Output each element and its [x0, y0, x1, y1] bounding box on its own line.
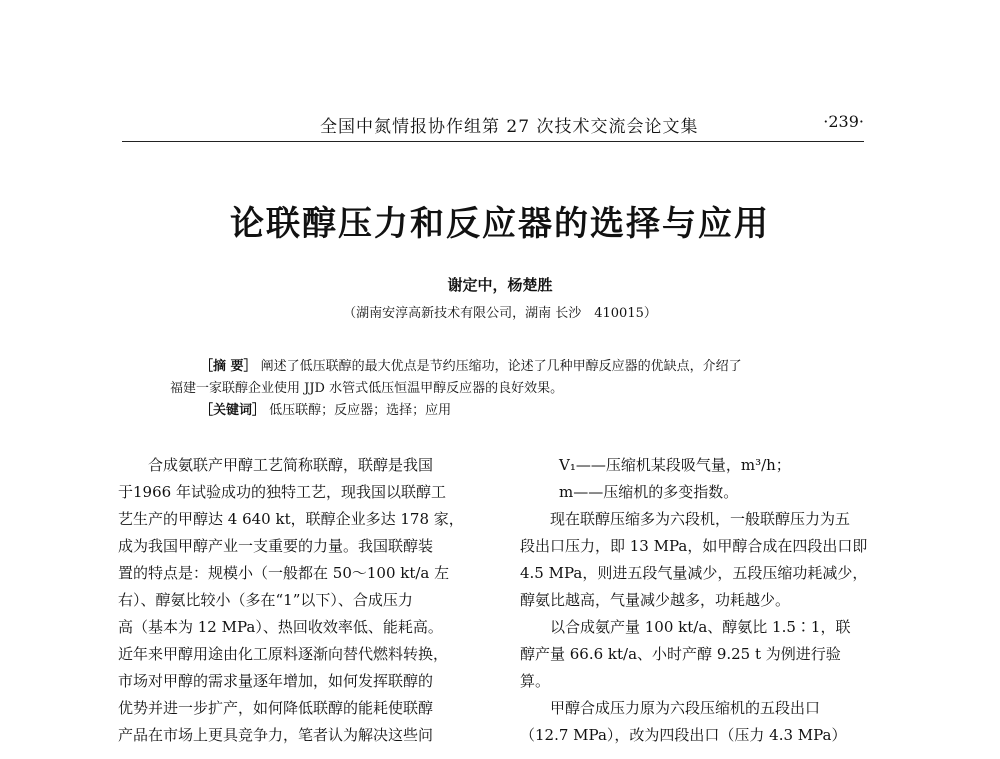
- body-line: 优势并进一步扩产，如何降低联醇的能耗使联醇: [118, 699, 434, 717]
- body-line: 高（基本为 12 MPa）、热回收效率低、能耗高。: [118, 618, 443, 636]
- body-line: 现在联醇压缩多为六段机，一般联醇压力为五: [550, 510, 851, 528]
- journal-title: 全国中氮情报协作组第 27 次技术交流会论文集: [320, 117, 699, 137]
- body-column-right: [520, 452, 898, 749]
- body-line: 醇氨比越高，气量减少越多，功耗越少。: [520, 591, 791, 609]
- header-rule: [122, 141, 864, 142]
- body-line: 合成氨联产甲醇工艺简称联醇，联醇是我国: [148, 456, 434, 474]
- body-line: 算。: [520, 672, 551, 690]
- body-line: 以合成氨产量 100 kt/a、醇氨比 1.5∶1，联: [550, 618, 851, 636]
- body-line: （12.7 MPa），改为四段出口（压力 4.3 MPa）: [520, 726, 847, 744]
- body-line: 艺生产的甲醇达 4 640 kt，联醇企业多达 178 家，: [118, 510, 464, 528]
- body-line: 段出口压力，即 13 MPa，如甲醇合成在四段出口即: [520, 537, 868, 555]
- authors: 谢定中，杨楚胜: [447, 276, 553, 294]
- running-header: [122, 112, 864, 142]
- body-line: 近年来甲醇用途由化工原料逐渐向替代燃料转换，: [118, 645, 449, 663]
- body-line: 右）、醇氨比较小（多在“1”以下）、合成压力: [118, 591, 413, 609]
- body-column-left: [118, 452, 490, 749]
- abstract-label: ［摘 要］: [200, 359, 257, 374]
- variable-definition: V₁——压缩机某段吸气量，m³/h；: [559, 456, 791, 474]
- body-line: 置的特点是：规模小（一般都在 50～100 kt/a 左: [118, 564, 450, 582]
- body-line: 产品在市场上更具竞争力，笔者认为解决这些问: [118, 726, 434, 744]
- page-number: ·239·: [823, 112, 864, 131]
- keywords-label: ［关键词］: [200, 403, 266, 418]
- abstract-line-1: 阐述了低压联醇的最大优点是节约压缩功，论述了几种甲醇反应器的优缺点，介绍了: [260, 359, 742, 374]
- abstract-line-2: 福建一家联醇企业使用 JJD 水管式低压恒温甲醇反应器的良好效果。: [170, 381, 564, 396]
- body-line: 市场对甲醇的需求量逐年增加，如何发挥联醇的: [118, 672, 434, 690]
- keywords-text: 低压联醇；反应器；选择；应用: [269, 403, 452, 418]
- affiliation: （湖南安淳高新技术有限公司，湖南 长沙 410015）: [343, 306, 657, 321]
- paper-title: 论联醇压力和反应器的选择与应用: [230, 204, 770, 244]
- body-line: 醇产量 66.6 kt/a、小时产醇 9.25 t 为例进行验: [520, 645, 841, 663]
- abstract: [170, 356, 850, 422]
- body-line: 4.5 MPa，则进五段气量减少，五段压缩功耗减少，: [520, 564, 868, 582]
- body-line: 成为我国甲醇产业一支重要的力量。我国联醇装: [118, 537, 434, 555]
- variable-definition: m——压缩机的多变指数。: [559, 483, 739, 501]
- body-line: 于1966 年试验成功的独特工艺，现我国以联醇工: [118, 483, 446, 501]
- body-line: 甲醇合成压力原为六段压缩机的五段出口: [550, 699, 821, 717]
